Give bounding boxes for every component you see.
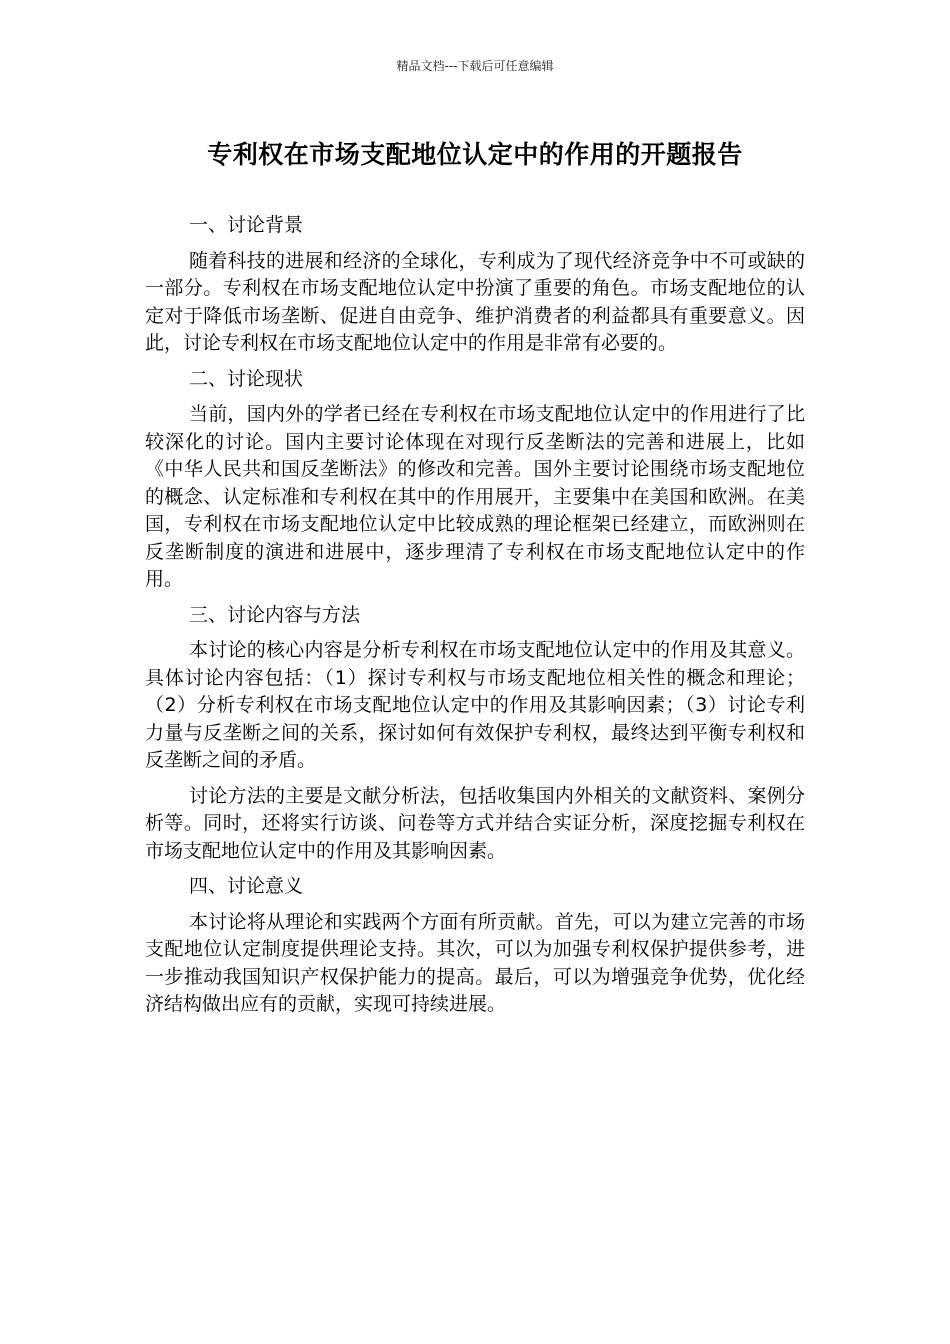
- section-heading: 四、讨论意义: [189, 875, 304, 897]
- paragraph: 随着科技的进展和经济的全球化，专利成为了现代经济竞争中不可或缺的一部分。专利权在市场支配地位认定中扮演了重要的角色。市场支配地位的认定对于降低市场垄断、促进自由竞争、维护消费者的利益都具有重要意义。因此，讨论专利权在市场支配地位认定中的作用是非常有必要的。: [145, 249, 805, 354]
- section-heading: 一、讨论背景: [189, 214, 304, 236]
- section-status: [145, 366, 805, 594]
- section-content-method: [145, 602, 805, 866]
- paragraph: 当前，国内外的学者已经在专利权在市场支配地位认定中的作用进行了比较深化的讨论。国内主要讨论体现在对现行反垄断法的完善和进展上，比如《中华人民共和国反垄断法》的修改和完善。国外主要讨论围绕市场支配地位的概念、认定标准和专利权在其中的作用展开，主要集中在美国和欧洲。在美国，专利权在市场支配地位认定中比较成熟的理论框架已经建立，而欧洲则在反垄断制度的演进和进展中，逐步理清了专利权在市场支配地位认定中的作用。: [145, 403, 805, 590]
- header-note: 精品文档---下载后可任意编辑: [396, 59, 554, 73]
- document-title: 专利权在市场支配地位认定中的作用的开题报告: [207, 140, 743, 169]
- section-heading: 二、讨论现状: [189, 367, 304, 390]
- paragraph: 本讨论的核心内容是分析专利权在市场支配地位认定中的作用及其意义。具体讨论内容包括：（1）探讨专利权与市场支配地位相关性的概念和理论；（2）分析专利权在市场支配地位认定中的作用及其影响因素；（3）讨论专利力量与反垄断之间的关系，探讨如何有效保护专利权，最终达到平衡专利权和反垄断之间的矛盾。: [145, 639, 805, 771]
- paragraph: 讨论方法的主要是文献分析法，包括收集国内外相关的文献资料、案例分析等。同时，还将实行访谈、问卷等方式并结合实证分析，深度挖掘专利权在市场支配地位认定中的作用及其影响因素。: [145, 784, 805, 862]
- document-body: [145, 212, 805, 1027]
- section-heading: 三、讨论内容与方法: [189, 603, 361, 626]
- section-background: [145, 212, 805, 358]
- paragraph: 本讨论将从理论和实践两个方面有所贡献。首先，可以为建立完善的市场支配地位认定制度提供理论支持。其次，可以为加强专利权保护提供参考，进一步推动我国知识产权保护能力的提高。最后，可以为增强竞争优势，优化经济结构做出应有的贡献，实现可持续进展。: [145, 910, 805, 1015]
- section-significance: [145, 873, 805, 1019]
